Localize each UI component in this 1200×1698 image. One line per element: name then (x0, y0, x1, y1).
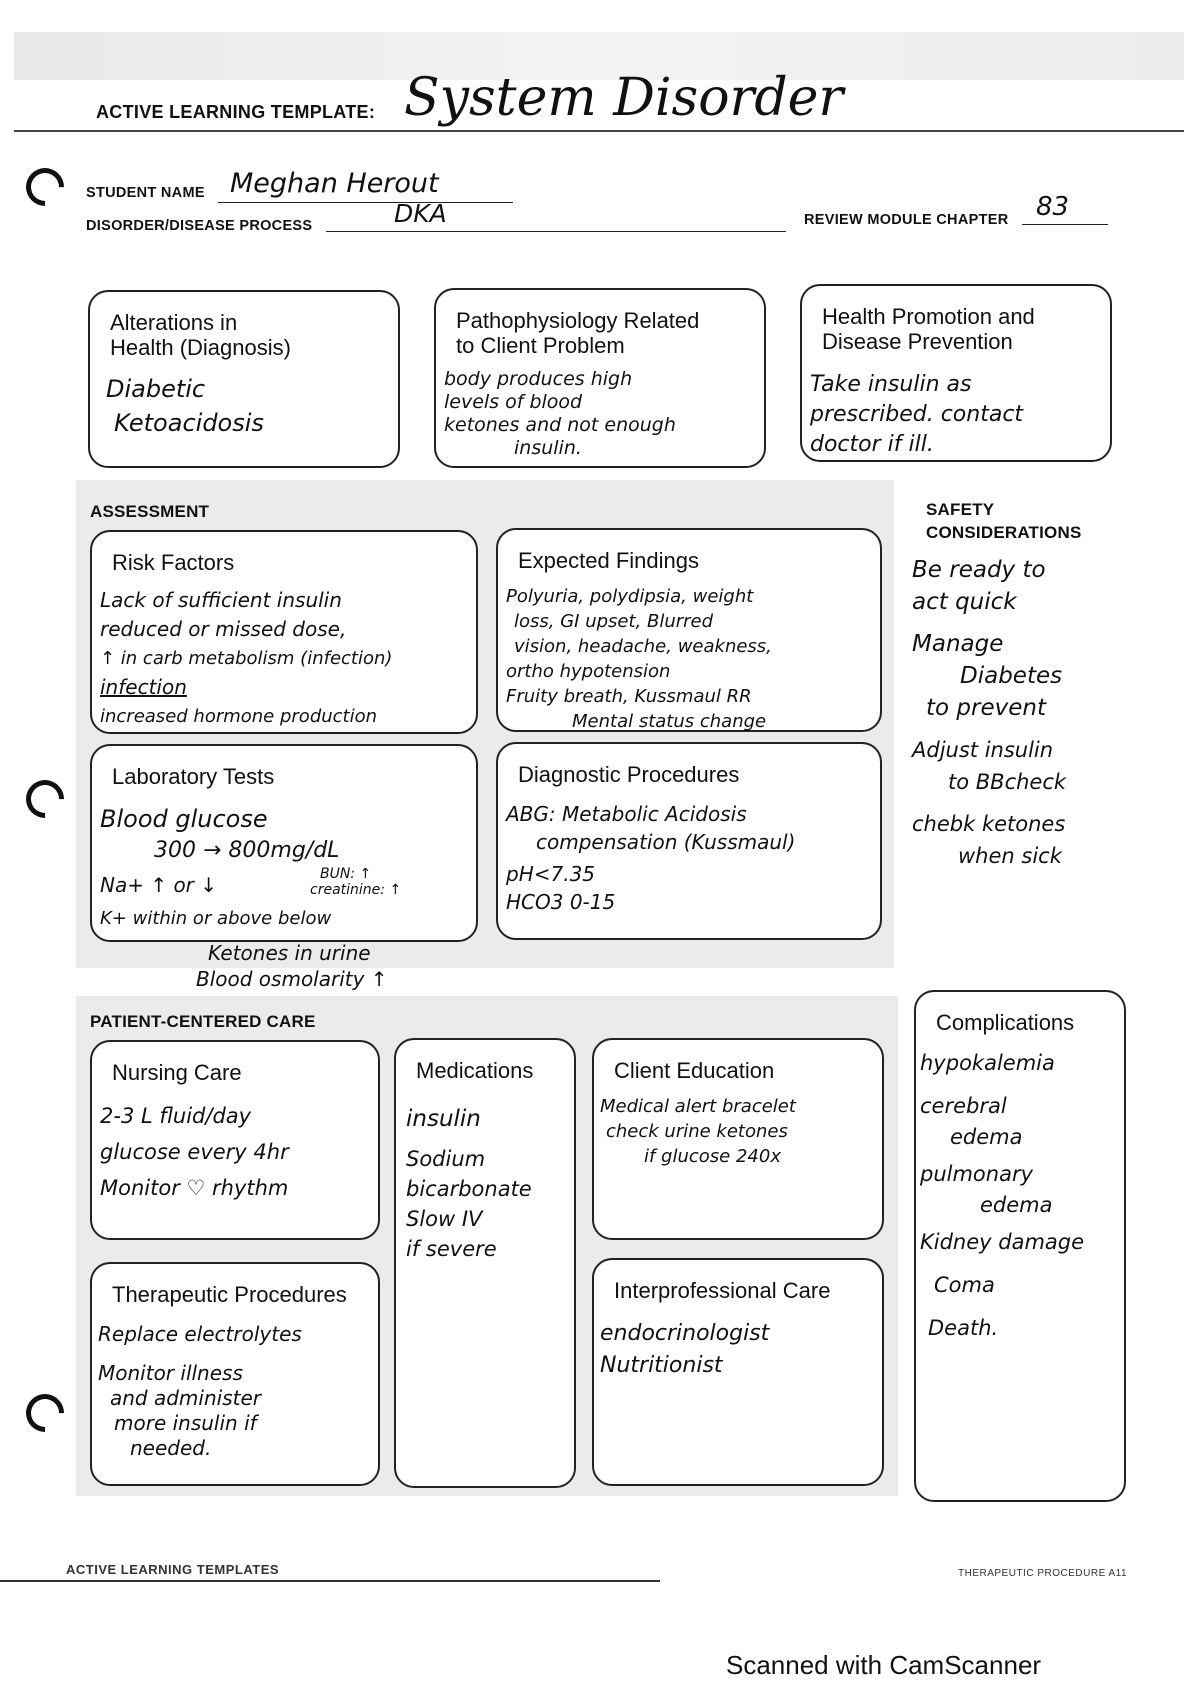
therapeutic-procedures-box (90, 1262, 380, 1486)
health-promotion-box (800, 284, 1112, 462)
complications-line: hypokalemia (920, 1051, 1055, 1075)
nursing-care-line: Monitor ♡ rhythm (100, 1176, 289, 1200)
disorder-label: DISORDER/DISEASE PROCESS (86, 218, 313, 234)
medications-line: Sodium (406, 1147, 486, 1171)
complications-line: cerebral (920, 1094, 1007, 1118)
alterations-line: Diabetic (106, 375, 206, 403)
alterations-title: Alterations in Health (Diagnosis) (110, 310, 291, 360)
complications-title: Complications (936, 1010, 1075, 1035)
binder-hole-middle (18, 772, 72, 826)
lab-line: 300 → 800mg/dL (154, 838, 340, 863)
safety-notes (912, 554, 1066, 872)
risk-factors-box (90, 530, 478, 734)
diagnostic-line: HCO3 0-15 (506, 890, 616, 914)
safety-line: Be ready to (912, 557, 1046, 583)
complications-line: edema (950, 1125, 1023, 1149)
student-name-label: STUDENT NAME (86, 185, 205, 201)
footer-left-text: ACTIVE LEARNING TEMPLATES (66, 1562, 280, 1577)
lab-line: creatinine: ↑ (310, 882, 402, 898)
safety-line: to BBcheck (948, 770, 1067, 794)
disorder-field[interactable] (326, 199, 786, 232)
student-name-field[interactable] (218, 170, 513, 203)
safety-line: Diabetes (960, 663, 1063, 689)
medications-line: Slow IV (406, 1207, 483, 1231)
pathophysiology-line: body produces high (444, 368, 633, 390)
alterations-in-health-box (88, 290, 400, 468)
client-education-line: if glucose 240x (644, 1146, 781, 1167)
diagnostic-line: ABG: Metabolic Acidosis (506, 802, 747, 826)
therapeutic-line: and administer (110, 1386, 261, 1410)
expected-findings-title: Expected Findings (518, 548, 699, 573)
risk-factors-line: Lack of sufficient insulin (100, 588, 342, 612)
nursing-care-title: Nursing Care (112, 1060, 242, 1085)
binder-hole-bottom (18, 1386, 72, 1440)
alterations-line: Ketoacidosis (114, 409, 264, 437)
safety-line: act quick (912, 589, 1017, 615)
lab-line: Na+ ↑ or ↓ (100, 873, 218, 897)
expected-findings-line: Polyuria, polydipsia, weight (506, 586, 754, 607)
footer-rule (0, 1580, 660, 1582)
health-promotion-line: prescribed. contact (810, 402, 1024, 427)
expected-findings-line: vision, headache, weakness, (514, 636, 772, 657)
interprofessional-line: endocrinologist (600, 1321, 770, 1346)
pathophysiology-title: Pathophysiology Related to Client Problem (456, 308, 700, 358)
safety-line: chebk ketones (912, 812, 1066, 836)
expected-findings-line: Fruity breath, Kussmaul RR (506, 686, 752, 707)
risk-factors-line: reduced or missed dose, (100, 617, 347, 641)
expected-findings-box (496, 528, 882, 732)
diagnostic-procedures-title: Diagnostic Procedures (518, 762, 740, 787)
expected-findings-line: ortho hypotension (506, 661, 671, 682)
interprofessional-care-box (592, 1258, 884, 1486)
safety-line: Adjust insulin (912, 738, 1054, 762)
footer-right-text: THERAPEUTIC PROCEDURE A11 (958, 1568, 1128, 1579)
expected-findings-line: Mental status change (572, 711, 767, 732)
nursing-care-box (90, 1040, 380, 1240)
safety-line: Manage (912, 631, 1004, 657)
lab-line: Blood glucose (100, 805, 268, 833)
template-label: ACTIVE LEARNING TEMPLATE: (96, 102, 376, 122)
client-education-line: check urine ketones (606, 1121, 788, 1142)
diagnostic-line: compensation (Kussmaul) (536, 830, 796, 854)
laboratory-tests-box (90, 744, 478, 942)
therapeutic-line: Replace electrolytes (98, 1322, 302, 1346)
disorder-value: DKA (394, 199, 447, 228)
nursing-care-line: glucose every 4hr (100, 1140, 289, 1164)
interprofessional-line: Nutritionist (600, 1353, 723, 1378)
assessment-label: ASSESSMENT (90, 502, 210, 521)
lab-extra-notes (196, 940, 388, 992)
chapter-field[interactable] (1022, 192, 1108, 225)
lab-extra-line: Blood osmolarity ↑ (196, 967, 388, 991)
diagnostic-procedures-box (496, 742, 882, 940)
medications-box (394, 1038, 576, 1488)
complications-line: Kidney damage (920, 1230, 1085, 1254)
risk-factors-title: Risk Factors (112, 550, 235, 575)
expected-findings-line: loss, GI upset, Blurred (514, 611, 714, 632)
safety-line: when sick (958, 844, 1062, 868)
lab-line: K+ within or above below (100, 908, 332, 929)
lab-line: BUN: ↑ (320, 866, 372, 882)
complications-line: Death. (928, 1316, 999, 1340)
pathophysiology-line: levels of blood (444, 391, 583, 413)
medications-line: bicarbonate (406, 1177, 532, 1201)
patient-care-label: PATIENT-CENTERED CARE (90, 1012, 316, 1031)
complications-line: Coma (934, 1273, 995, 1297)
therapeutic-line: more insulin if (114, 1411, 257, 1435)
student-name-value: Meghan Herout (230, 168, 439, 199)
therapeutic-procedures-title: Therapeutic Procedures (112, 1282, 347, 1307)
risk-factors-line: ↑ in carb metabolism (infection) (100, 648, 393, 669)
nursing-care-line: 2-3 L fluid/day (100, 1104, 252, 1128)
pathophysiology-box (434, 288, 766, 468)
header-rule (14, 130, 1184, 132)
client-education-line: Medical alert bracelet (600, 1096, 796, 1117)
interprofessional-care-title: Interprofessional Care (614, 1278, 831, 1303)
binder-hole-top (18, 160, 72, 214)
health-promotion-line: Take insulin as (810, 372, 972, 397)
complications-line: pulmonary (920, 1162, 1034, 1186)
lab-extra-line: Ketones in urine (208, 941, 371, 965)
medications-line: if severe (406, 1237, 497, 1261)
pathophysiology-line: insulin. (514, 437, 582, 459)
risk-factors-line: infection (100, 675, 187, 699)
risk-factors-line: increased hormone production (100, 706, 378, 727)
medications-line: insulin (406, 1106, 481, 1132)
pathophysiology-line: ketones and not enough (444, 414, 676, 436)
complications-line: edema (980, 1193, 1053, 1217)
laboratory-tests-title: Laboratory Tests (112, 764, 275, 789)
health-promotion-line: doctor if ill. (810, 432, 934, 457)
therapeutic-line: Monitor illness (98, 1361, 243, 1385)
template-title: System Disorder (404, 68, 844, 128)
health-promotion-title: Health Promotion and Disease Prevention (822, 304, 1035, 354)
safety-line: to prevent (926, 695, 1046, 721)
chapter-value: 83 (1036, 192, 1070, 222)
safety-label: SAFETY CONSIDERATIONS (926, 500, 1082, 542)
client-education-title: Client Education (614, 1058, 775, 1083)
client-education-box (592, 1038, 884, 1240)
chapter-label: REVIEW MODULE CHAPTER (804, 212, 1009, 228)
diagnostic-line: pH<7.35 (506, 862, 596, 886)
therapeutic-line: needed. (130, 1436, 212, 1460)
complications-box (914, 990, 1126, 1502)
scanner-watermark: Scanned with CamScanner (726, 1650, 1042, 1680)
medications-title: Medications (416, 1058, 534, 1083)
